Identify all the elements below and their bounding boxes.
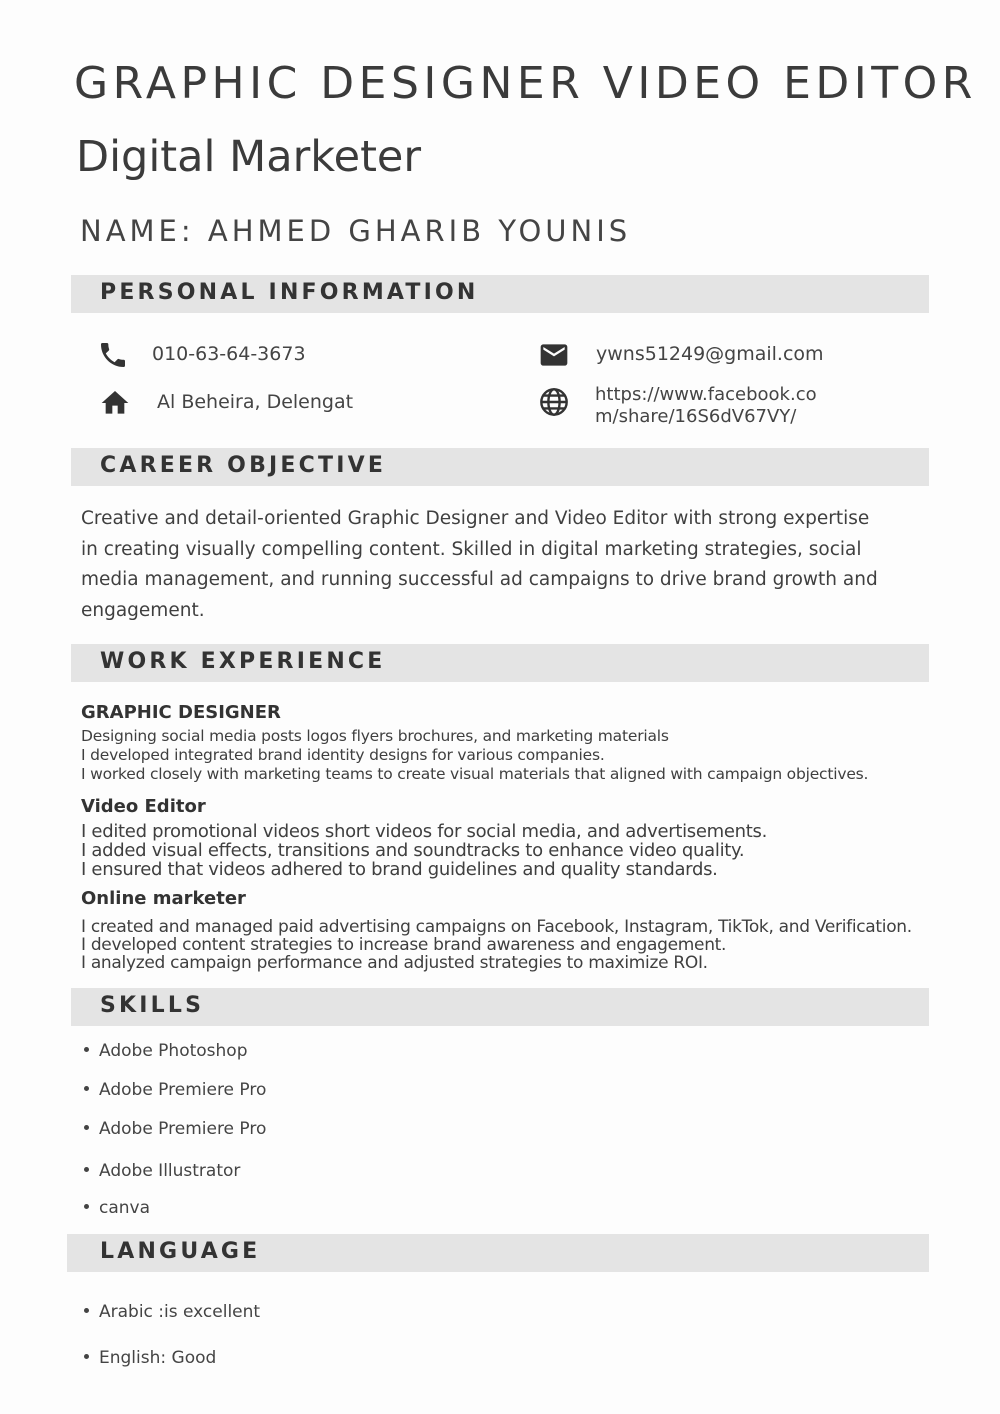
bullet-icon — [84, 1308, 89, 1313]
facebook-link-line-2: m/share/16S6dV67VY/ — [595, 406, 797, 427]
job-line: I developed integrated brand identity designs for various companies. — [81, 746, 605, 764]
facebook-link-line-1: https://www.facebook.co — [595, 384, 817, 405]
job-line: I developed content strategies to increase brand awareness and engagement. — [81, 935, 727, 955]
bullet-icon — [84, 1354, 89, 1359]
job-line: I ensured that videos adhered to brand guidelines and quality standards. — [81, 859, 718, 880]
career-objective-text: Creative and detail-oriented Graphic Designer and Video Editor with strong expertise in creating visually compelling content. Skilled in digital marketing strategies, social media management, and running successful ad campaigns to drive brand growth and engagement. — [81, 508, 878, 621]
job-line: I analyzed campaign performance and adjusted strategies to maximize ROI. — [81, 953, 708, 973]
section-personal-information — [71, 275, 929, 313]
skill-item: Adobe Illustrator — [84, 1161, 240, 1181]
facebook-link[interactable] — [595, 384, 817, 428]
job-line: I edited promotional videos short videos for social media, and advertisements. — [81, 821, 768, 842]
job-line: I created and managed paid advertising campaigns on Facebook, Instagram, TikTok, and Verification. — [81, 917, 912, 937]
language-item: Arabic :is excellent — [84, 1302, 260, 1322]
job-description-graphic-designer — [81, 727, 868, 784]
section-work-experience — [71, 644, 929, 682]
job-line: Designing social media posts logos flyers brochures, and marketing materials — [81, 727, 669, 745]
job-line: I worked closely with marketing teams to create visual materials that aligned with campaign objectives. — [81, 765, 869, 783]
section-heading: LANGUAGE — [100, 1239, 261, 1264]
section-heading: CAREER OBJECTIVE — [100, 453, 387, 478]
address: Al Beheira, Delengat — [157, 391, 354, 413]
job-description-online-marketer — [81, 918, 912, 972]
resume-subtitle: Digital Marketer — [76, 132, 422, 182]
phone-number: 010-63-64-3673 — [152, 343, 306, 365]
candidate-name: NAME: AHMED GHARIB YOUNIS — [80, 214, 632, 248]
section-career-objective — [71, 448, 929, 486]
skill-item: Adobe Premiere Pro — [84, 1119, 266, 1139]
skill-item: Adobe Photoshop — [84, 1041, 248, 1061]
job-title-graphic-designer: GRAPHIC DESIGNER — [81, 702, 281, 723]
bullet-icon — [84, 1167, 89, 1172]
globe-icon — [538, 386, 570, 418]
section-skills — [71, 988, 929, 1026]
bullet-icon — [84, 1047, 89, 1052]
home-icon — [99, 387, 131, 419]
mail-icon — [538, 339, 570, 371]
bullet-icon — [84, 1125, 89, 1130]
email-address[interactable]: ywns51249@gmail.com — [596, 343, 824, 365]
job-description-video-editor — [81, 822, 767, 879]
bullet-icon — [84, 1086, 89, 1091]
job-line: I added visual effects, transitions and soundtracks to enhance video quality. — [81, 840, 745, 861]
section-heading: PERSONAL INFORMATION — [100, 280, 479, 305]
bullet-icon — [84, 1204, 89, 1209]
skill-item: Adobe Premiere Pro — [84, 1080, 266, 1100]
section-heading: WORK EXPERIENCE — [100, 649, 386, 674]
phone-icon — [97, 339, 129, 371]
section-heading: SKILLS — [100, 993, 205, 1018]
section-language — [67, 1234, 929, 1272]
job-title-video-editor: Video Editor — [81, 796, 206, 817]
language-item: English: Good — [84, 1348, 216, 1368]
job-title-online-marketer: Online marketer — [81, 888, 246, 909]
resume-title: GRAPHIC DESIGNER VIDEO EDITOR — [74, 58, 977, 109]
skill-item: canva — [84, 1198, 150, 1218]
